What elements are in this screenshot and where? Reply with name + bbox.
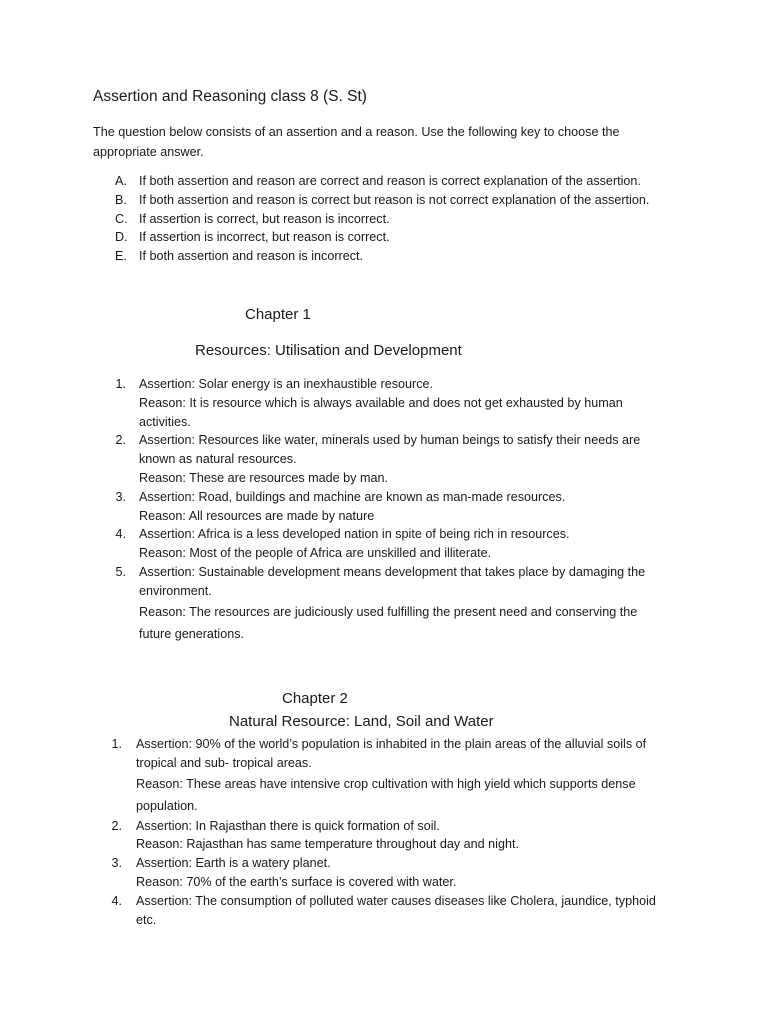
reason-text: Reason: It is resource which is always available and does not get exhausted by human activities. [139, 395, 623, 429]
key-item [93, 172, 649, 191]
question-number: 3. [111, 856, 122, 871]
assertion-text: Assertion: Solar energy is an inexhaustible resource. [139, 377, 434, 391]
key-label: C. [115, 211, 128, 226]
question-number: 1. [115, 377, 126, 391]
question-item [110, 817, 675, 855]
question-number: 2. [111, 818, 122, 833]
assertion-text: Assertion: Resources like water, minerals used by human beings to satisfy their needs are known as natural resources. [139, 433, 641, 467]
key-item [93, 191, 649, 210]
chapter-2-subtitle: Natural Resource: Land, Soil and Water [229, 713, 494, 730]
question-item [110, 488, 670, 526]
assertion-text: Assertion: Earth is a watery planet. [136, 856, 331, 871]
chapter-1-subtitle: Resources: Utilisation and Development [195, 342, 462, 359]
key-text: If both assertion and reason are correct and reason is correct explanation of the assertion. [139, 174, 641, 188]
reason-text: Reason: All resources are made by nature [139, 508, 375, 523]
key-text: If both assertion and reason is correct but reason is not correct explanation of the assertion. [139, 192, 650, 207]
reason-text: Reason: Most of the people of Africa are unskilled and illiterate. [139, 546, 492, 561]
assertion-text: Assertion: In Rajasthan there is quick formation of soil. [136, 818, 440, 833]
key-item [93, 247, 649, 266]
key-item [93, 210, 649, 229]
question-number: 4. [111, 893, 122, 908]
chapter-2-questions [110, 735, 675, 929]
question-item [110, 735, 675, 817]
question-item [110, 375, 670, 431]
key-label: A. [115, 174, 127, 188]
assertion-text: Assertion: Sustainable development means development that takes place by damaging the environment. [139, 564, 646, 598]
question-item [110, 563, 670, 645]
question-number: 3. [115, 489, 126, 504]
key-text: If both assertion and reason is incorrect. [139, 249, 364, 264]
question-item [110, 854, 675, 892]
chapter-1-heading: Chapter 1 [245, 306, 311, 323]
answer-key-list [93, 172, 649, 266]
key-text: If assertion is incorrect, but reason is correct. [139, 230, 390, 245]
question-number: 4. [115, 527, 126, 542]
document-title: Assertion and Reasoning class 8 (S. St) [93, 88, 367, 105]
question-number: 1. [111, 737, 122, 751]
question-number: 5. [115, 564, 126, 579]
question-number: 2. [115, 433, 126, 448]
key-label: E. [115, 249, 127, 264]
key-text: If assertion is correct, but reason is incorrect. [139, 211, 390, 226]
reason-text: Reason: The resources are judiciously used fulfilling the present need and conserving the future generations. [139, 604, 638, 641]
reason-text: Reason: These areas have intensive crop cultivation with high yield which supports dense population. [136, 776, 636, 813]
reason-text: Reason: These are resources made by man. [139, 470, 388, 485]
assertion-text: Assertion: 90% of the world’s population is inhabited in the plain areas of the alluvial soils of tropical and sub- tropical areas. [136, 737, 647, 770]
question-item [110, 892, 675, 930]
reason-text: Reason: 70% of the earth’s surface is covered with water. [136, 874, 457, 889]
key-label: D. [115, 230, 128, 245]
key-item [93, 228, 649, 247]
assertion-text: Assertion: The consumption of polluted water causes diseases like Cholera, jaundice, typhoid etc. [136, 893, 656, 927]
assertion-text: Assertion: Road, buildings and machine are known as man-made resources. [139, 489, 566, 504]
reason-text: Reason: Rajasthan has same temperature throughout day and night. [136, 837, 519, 852]
key-label: B. [115, 192, 127, 207]
chapter-2-heading: Chapter 2 [282, 690, 348, 707]
question-item [110, 525, 670, 563]
assertion-text: Assertion: Africa is a less developed nation in spite of being rich in resources. [139, 527, 570, 542]
instructions-paragraph: The question below consists of an assertion and a reason. Use the following key to choose the appropriate answer. [93, 125, 620, 159]
chapter-1-questions [110, 375, 670, 645]
question-item [110, 431, 670, 487]
